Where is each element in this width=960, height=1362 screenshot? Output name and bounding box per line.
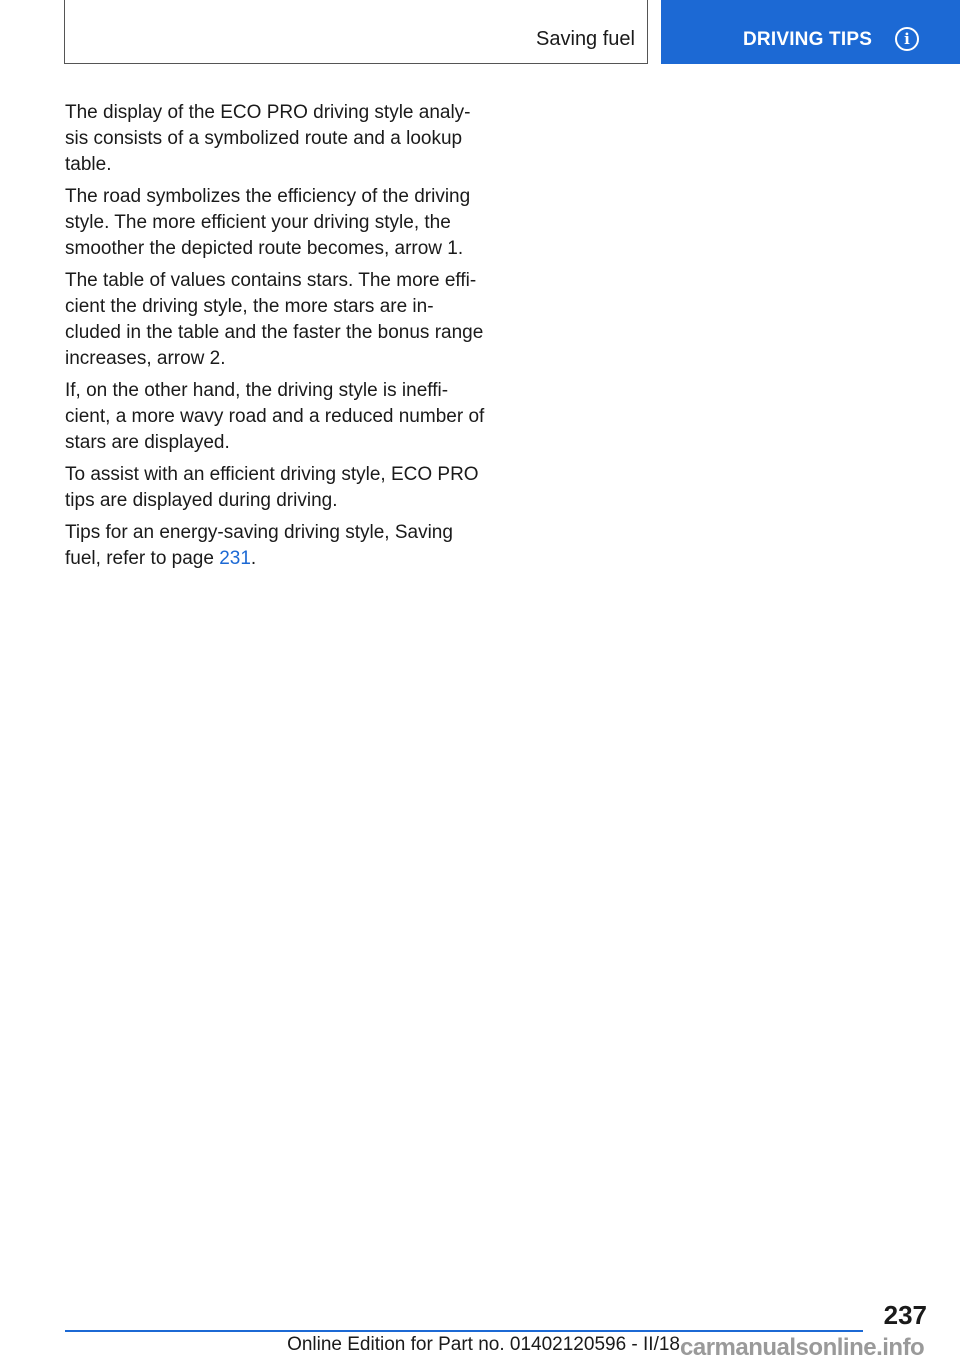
edition-text: Online Edition for Part no. 01402120596 - II/18 — [287, 1334, 680, 1355]
reference-paragraph — [65, 520, 485, 572]
reference-end: . — [250, 548, 257, 569]
paragraph: The display of the ECO PRO driving style analy-sis consists of a symbolized route and a lookup table. — [65, 102, 471, 175]
page-link[interactable]: 231 — [219, 548, 251, 569]
watermark: carmanualsonline.info — [680, 1334, 925, 1361]
header-section-box — [64, 0, 648, 64]
paragraph: To assist with an efficient driving style, ECO PRO tips are displayed during driving. — [65, 464, 479, 511]
footer-divider — [65, 1330, 863, 1332]
info-icon[interactable]: i — [895, 27, 919, 51]
chapter-tab[interactable] — [661, 0, 960, 64]
paragraph: If, on the other hand, the driving style is ineffi-cient, a more wavy road and a reduced number of stars are displayed. — [65, 380, 485, 453]
section-title: Saving fuel — [536, 28, 635, 50]
reference-text: Tips for an energy-saving driving style, Saving fuel, refer to page — [65, 522, 453, 569]
chapter-label: DRIVING TIPS — [743, 29, 873, 50]
page-number: 237 — [883, 1300, 927, 1330]
paragraph: The table of values contains stars. The more effi-cient the driving style, the more stars are in-cluded in the table and the faster the bonus range increases, arrow 2. — [65, 270, 484, 369]
body-text — [65, 100, 485, 578]
paragraph: The road symbolizes the efficiency of the driving style. The more efficient your driving style, the smoother the depicted route becomes, arrow 1. — [65, 186, 471, 259]
